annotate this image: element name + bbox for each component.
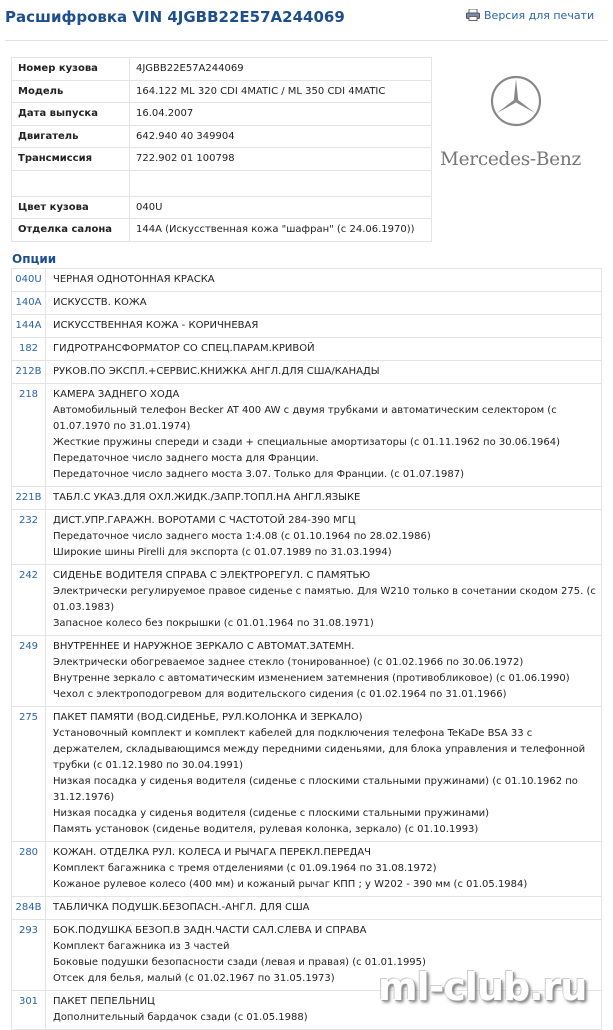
option-description bbox=[46, 338, 602, 361]
option-detail: Установочный комплект и комплект кабелей для подключения телефона TeKaDe BSA 33 с держателем, складывающимся между передними сиденьями, для блока управления и телефонной трубки (с 01.12.1980 по 30.04.1991) bbox=[53, 728, 586, 771]
option-description bbox=[46, 361, 602, 384]
option-description bbox=[46, 842, 602, 897]
spec-key: Трансмиссия bbox=[12, 148, 130, 171]
option-title: ИСКУССТВЕННАЯ КОЖА - КОРИЧНЕВАЯ bbox=[53, 320, 259, 331]
option-detail: Комплект багажника с тремя отделениями (с 01.09.1964 по 31.08.1972) bbox=[53, 863, 437, 874]
page-title: Расшифровка VIN 4JGBB22E57A244069 bbox=[5, 8, 345, 26]
option-title: ДИСТ.УПР.ГАРАЖН. ВОРОТАМИ С ЧАСТОТОЙ 284-390 МГЦ bbox=[53, 515, 356, 526]
vehicle-spec-table bbox=[11, 57, 432, 242]
option-code: 182 bbox=[12, 338, 46, 361]
spec-key: Номер кузова bbox=[12, 58, 130, 81]
option-code: 040U bbox=[12, 269, 46, 292]
option-description bbox=[46, 636, 602, 707]
option-description bbox=[46, 707, 602, 842]
option-detail: Электрически обогреваемое заднее стекло (тонированное) (с 01.02.1966 по 30.06.1972) bbox=[53, 657, 524, 668]
option-code: 140A bbox=[12, 292, 46, 315]
option-description bbox=[46, 384, 602, 487]
option-title: БОК.ПОДУШКА БЕЗОП.В ЗАДН.ЧАСТИ САЛ.СЛЕВА И СПРАВА bbox=[53, 925, 367, 936]
option-title: ИСКУССТВ. КОЖА bbox=[53, 297, 147, 308]
option-detail: Низкая посадка у сиденья водителя (сиденье с плоскими стальными пружинами) bbox=[53, 808, 490, 819]
option-code: 280 bbox=[12, 842, 46, 897]
option-description bbox=[46, 487, 602, 510]
option-row bbox=[12, 636, 602, 707]
option-detail: Отсек для белья, малый (с 01.02.1967 по 31.05.1973) bbox=[53, 973, 335, 984]
option-row bbox=[12, 361, 602, 384]
option-title: ЧЕРНАЯ ОДНОТОННАЯ КРАСКА bbox=[53, 274, 215, 285]
brand-name: Mercedes-Benz bbox=[440, 149, 581, 170]
spec-row bbox=[12, 219, 432, 242]
option-code: 284B bbox=[12, 897, 46, 920]
spec-key: Двигатель bbox=[12, 125, 130, 148]
option-title: СИДЕНЬЕ ВОДИТЕЛЯ СПРАВА С ЭЛЕКТРОРЕГУЛ. С ПАМЯТЬЮ bbox=[53, 570, 371, 581]
spec-value: 16.04.2007 bbox=[130, 103, 432, 126]
option-row bbox=[12, 707, 602, 842]
spec-key: Модель bbox=[12, 80, 130, 103]
option-row bbox=[12, 842, 602, 897]
spec-row bbox=[12, 196, 432, 219]
spec-key: Дата выпуска bbox=[12, 103, 130, 126]
spec-row bbox=[12, 80, 432, 103]
spec-row bbox=[12, 170, 432, 196]
print-version-link[interactable] bbox=[466, 9, 594, 22]
spec-value: 4JGBB22E57A244069 bbox=[130, 58, 432, 81]
option-code: 249 bbox=[12, 636, 46, 707]
header-divider bbox=[5, 40, 608, 41]
option-description bbox=[46, 897, 602, 920]
option-row bbox=[12, 269, 602, 292]
brand-logo bbox=[440, 75, 600, 170]
option-detail: Запасное колесо без покрышки (с 01.01.1964 по 31.08.1971) bbox=[53, 618, 374, 629]
option-detail: Электрически регулируемое правое сиденье с памятью. Для W210 только в сочетании скодом 275. (с 01.03.1983) bbox=[53, 586, 596, 613]
print-version-label[interactable]: Версия для печати bbox=[484, 9, 595, 22]
spec-row bbox=[12, 125, 432, 148]
option-detail: Жесткие пружины спереди и сзади + специальные амортизаторы (с 01.11.1962 по 30.06.1964) bbox=[53, 437, 561, 448]
option-title: ГИДРОТРАНСФОРМАТОР СО СПЕЦ.ПАРАМ.КРИВОЙ bbox=[53, 343, 315, 354]
spec-row bbox=[12, 58, 432, 81]
option-row bbox=[12, 292, 602, 315]
option-detail: Передаточное число заднего моста 3.07. Только для Франции. (с 01.07.1987) bbox=[53, 469, 465, 480]
option-detail: Чехол с электроподогревом для водительского сидения (с 01.02.1964 по 31.01.1966) bbox=[53, 689, 507, 700]
option-code: 212B bbox=[12, 361, 46, 384]
option-title: КАМЕРА ЗАДНЕГО ХОДА bbox=[53, 389, 180, 400]
option-title: ВНУТРЕННЕЕ И НАРУЖНОЕ ЗЕРКАЛО С АВТОМАТ.ЗАТЕМН. bbox=[53, 641, 355, 652]
option-code: 293 bbox=[12, 920, 46, 991]
spec-value: 642.940 40 349904 bbox=[130, 125, 432, 148]
option-detail: Кожаное рулевое колесо (400 мм) и кожаный рычаг КПП ; у W202 - 390 мм (с 01.05.1984) bbox=[53, 879, 528, 890]
spec-value: 722.902 01 100798 bbox=[130, 148, 432, 171]
option-row bbox=[12, 565, 602, 636]
option-code: 242 bbox=[12, 565, 46, 636]
option-code: 275 bbox=[12, 707, 46, 842]
option-title: РУКОВ.ПО ЭКСПЛ.+СЕРВИС.КНИЖКА АНГЛ.ДЛЯ США/КАНАДЫ bbox=[53, 366, 380, 377]
option-row bbox=[12, 897, 602, 920]
options-heading: Опции bbox=[12, 252, 57, 266]
option-title: ТАБЛИЧКА ПОДУШК.БЕЗОПАСН.-АНГЛ. ДЛЯ США bbox=[53, 902, 310, 913]
option-title: КОЖАН. ОТДЕЛКА РУЛ. КОЛЕСА И РЫЧАГА ПЕРЕКЛ.ПЕРЕДАЧ bbox=[53, 847, 372, 858]
spec-row bbox=[12, 148, 432, 171]
option-row bbox=[12, 384, 602, 487]
mercedes-star-icon bbox=[490, 75, 542, 127]
option-detail: Передаточное число заднего моста 1:4.08 (с 01.10.1964 по 28.02.1986) bbox=[53, 531, 431, 542]
option-row bbox=[12, 510, 602, 565]
option-detail: Внутренне зеркало с автоматическим изменением затемнения (противобликовое) (с 01.06.1990) bbox=[53, 673, 570, 684]
option-description bbox=[46, 510, 602, 565]
spec-row bbox=[12, 103, 432, 126]
option-title: ПАКЕТ ПАМЯТИ (ВОД.СИДЕНЬЕ, РУЛ.КОЛОНКА И ЗЕРКАЛО) bbox=[53, 712, 363, 723]
option-detail: Широкие шины Pirelli для экспорта (с 01.07.1989 по 31.03.1994) bbox=[53, 547, 392, 558]
option-row bbox=[12, 315, 602, 338]
option-detail: Комплект багажника из 3 частей bbox=[53, 941, 230, 952]
spec-key: Цвет кузова bbox=[12, 196, 130, 219]
option-code: 221B bbox=[12, 487, 46, 510]
option-description bbox=[46, 292, 602, 315]
option-title: ТАБЛ.С УКАЗ.ДЛЯ ОХЛ.ЖИДК./ЗАПР.ТОПЛ.НА АНГЛ.ЯЗЫКЕ bbox=[53, 492, 361, 503]
option-code: 144A bbox=[12, 315, 46, 338]
option-title: ПАКЕТ ПЕПЕЛЬНИЦ bbox=[53, 996, 155, 1007]
option-code: 301 bbox=[12, 991, 46, 1030]
option-detail: Память установок (сиденье водителя, рулевая колонка, зеркало) (с 01.10.1993) bbox=[53, 824, 479, 835]
options-table bbox=[11, 268, 602, 1030]
option-description bbox=[46, 315, 602, 338]
option-detail: Дополнительный бардачок сзади (с 01.05.1988) bbox=[53, 1012, 308, 1023]
option-description bbox=[46, 565, 602, 636]
option-detail: Передаточное число заднего моста для Франции. bbox=[53, 453, 319, 464]
option-description bbox=[46, 269, 602, 292]
spec-key: Отделка салона bbox=[12, 219, 130, 242]
option-detail: Низкая посадка у сиденья водителя (сиденье с плоскими стальными пружинами) (с 01.10.1962 по 31.12.1976) bbox=[53, 776, 578, 803]
printer-icon bbox=[466, 9, 480, 21]
spec-value: 164.122 ML 320 CDI 4MATIC / ML 350 CDI 4MATIC bbox=[130, 80, 432, 103]
spec-key bbox=[12, 170, 130, 196]
spec-value bbox=[130, 170, 432, 196]
option-row bbox=[12, 487, 602, 510]
option-row bbox=[12, 338, 602, 361]
spec-value: 040U bbox=[130, 196, 432, 219]
option-code: 218 bbox=[12, 384, 46, 487]
watermark: ml-club.ru bbox=[378, 965, 587, 1009]
option-code: 232 bbox=[12, 510, 46, 565]
option-detail: Боковые подушки безопасности сзади (левая и правая) (с 01.01.1995) bbox=[53, 957, 426, 968]
spec-value: 144A (Искусственная кожа "шафран" (с 24.06.1970)) bbox=[130, 219, 432, 242]
option-detail: Автомобильный телефон Becker AT 400 AW с двумя трубками и автоматическим селектором (с 01.07.1970 по 31.01.1974) bbox=[53, 405, 557, 432]
